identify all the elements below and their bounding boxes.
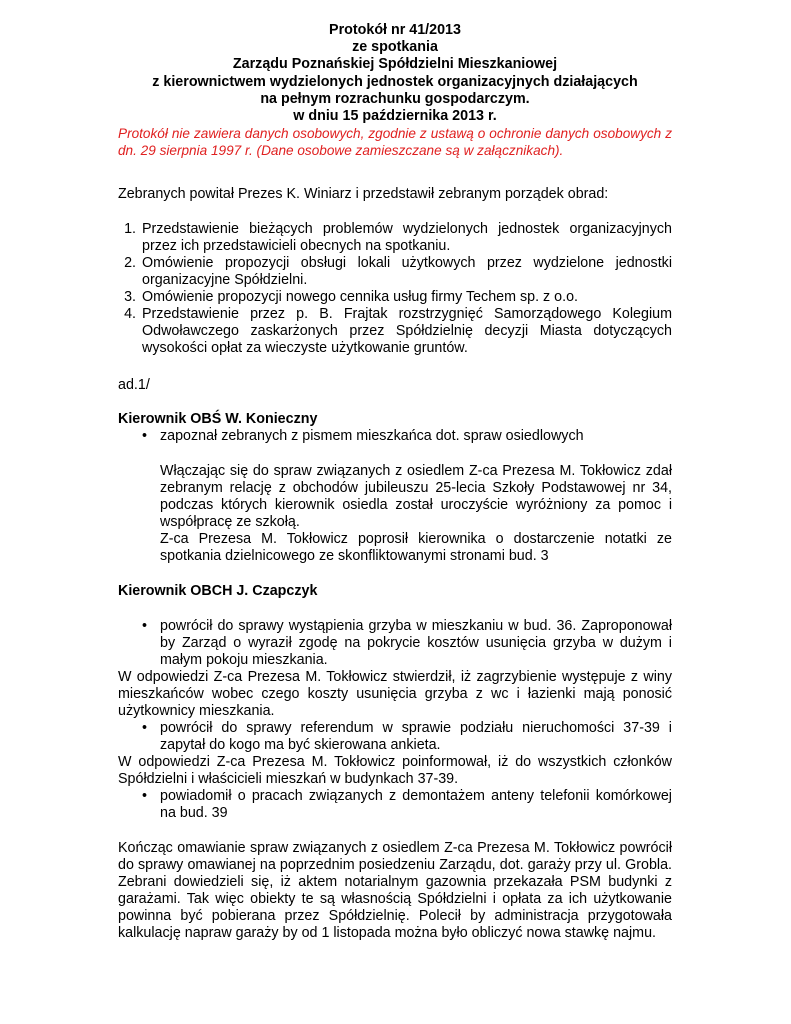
bullet-text: powiadomił o pracach związanych z demontażem anteny telefonii komórkowej na bud. 39 bbox=[160, 788, 672, 822]
agenda-item: 2. Omówienie propozycji obsługi lokali użytkowych przez wydzielone jednostki organizacyjne Spółdzielni. bbox=[140, 255, 672, 289]
agenda-point-label: ad.1/ bbox=[118, 377, 150, 394]
privacy-notice: Protokół nie zawiera danych osobowych, zgodnie z ustawą o ochronie danych osobowych z dn. 29 sierpnia 1997 r. (Dane osobowe zamieszczane są w załącznikach). bbox=[118, 126, 672, 159]
obch-bullet-list bbox=[118, 788, 672, 822]
remark-paragraph: Włączając się do spraw związanych z osiedlem Z-ca Prezesa M. Tokłowicz zdał zebranym relację z obchodów jubileuszu 25-lecia Szkoły Podstawowej nr 34, podczas których kierownik osiedla został uroczyście wyróżniony za pomoc i współpracę ze szkołą. bbox=[160, 463, 672, 531]
bullet-icon: • bbox=[142, 618, 148, 635]
obch-bullet-list bbox=[118, 618, 672, 669]
title-line-management: z kierownictwem wydzielonych jednostek organizacyjnych działających bbox=[152, 73, 638, 90]
list-item bbox=[142, 788, 672, 822]
document-page bbox=[118, 22, 672, 942]
intro-paragraph: Zebranych powitał Prezes K. Winiarz i przedstawił zebranym porządek obrad: bbox=[118, 186, 609, 203]
bullet-text: powrócił do sprawy wystąpienia grzyba w mieszkaniu w bud. 36. Zaproponował by Zarząd o wyraził zgodę na pokrycie kosztów usunięcia grzyba w dużym i małym pokoju mieszkania. bbox=[160, 618, 672, 669]
obs-remarks bbox=[118, 463, 672, 565]
response-paragraph: W odpowiedzi Z-ca Prezesa M. Tokłowicz poinformował, iż do wszystkich członków Spółdzielni i właścicieli mieszkań w budynkach 37-39. bbox=[118, 754, 672, 788]
list-item bbox=[142, 720, 672, 754]
list-item bbox=[142, 428, 672, 445]
agenda-item: 3. Omówienie propozycji nowego cennika usług firmy Techem sp. z o.o. bbox=[140, 289, 672, 306]
bullet-text: zapoznał zebranych z pismem mieszkańca dot. spraw osiedlowych bbox=[160, 428, 584, 445]
document-title bbox=[118, 22, 672, 125]
bullet-icon: • bbox=[142, 788, 148, 805]
title-line-date: w dniu 15 października 2013 r. bbox=[293, 108, 497, 125]
section-heading-obch: Kierownik OBCH J. Czapczyk bbox=[118, 583, 318, 600]
title-line-accounting: na pełnym rozrachunku gospodarczym. bbox=[260, 90, 530, 107]
response-paragraph: W odpowiedzi Z-ca Prezesa M. Tokłowicz stwierdził, iż zagrzybienie występuje z winy mieszkańców wobec czego koszty usunięcia grzyba z wc i łazienki mają ponosić użytkownicy mieszkania. bbox=[118, 669, 672, 720]
closing-paragraph: Kończąc omawianie spraw związanych z osiedlem Z-ca Prezesa M. Tokłowicz powrócił do sprawy omawianej na poprzednim posiedzeniu Zarządu, dot. garaży przy ul. Grobla. Zebrani dowiedzieli się, iż aktem notarialnym gazownia przekazała PSM budynki z garażami. Tak więc obiekty te są własnością Spółdzielni i opłata za ich użytkowanie powinna być pobierana przez Spółdzielnię. Polecił by administracja przygotowała kalkulację napraw garaży by od 1 listopada można było obliczyć nowa stawkę najmu. bbox=[118, 840, 672, 942]
title-line-protocol-number: Protokół nr 41/2013 bbox=[329, 22, 461, 38]
agenda-list bbox=[118, 221, 672, 357]
remark-paragraph: Z-ca Prezesa M. Tokłowicz poprosił kierownika o dostarczenie notatki ze spotkania dzielnicowego ze skonfliktowanymi stronami bud. 3 bbox=[160, 531, 672, 565]
bullet-icon: • bbox=[142, 720, 148, 737]
list-item bbox=[142, 618, 672, 669]
obs-bullet-list bbox=[118, 428, 672, 445]
title-line-meeting: ze spotkania bbox=[352, 39, 438, 56]
bullet-icon: • bbox=[142, 428, 148, 445]
section-heading-obs: Kierownik OBŚ W. Konieczny bbox=[118, 411, 318, 428]
agenda-item: 1. Przedstawienie bieżących problemów wydzielonych jednostek organizacyjnych przez ich przedstawicieli obecnych na spotkaniu. bbox=[140, 221, 672, 255]
obch-bullet-list bbox=[118, 720, 672, 754]
bullet-text: powrócił do sprawy referendum w sprawie podziału nieruchomości 37-39 i zapytał do kogo ma być skierowana ankieta. bbox=[160, 720, 672, 754]
agenda-item: 4. Przedstawienie przez p. B. Frajtak rozstrzygnięć Samorządowego Kolegium Odwoławczego zaskarżonych przez Spółdzielnię decyzji Miasta dotyczących wysokości opłat za wieczyste użytkowanie gruntów. bbox=[140, 306, 672, 357]
title-line-board: Zarządu Poznańskiej Spółdzielni Mieszkaniowej bbox=[232, 56, 558, 73]
